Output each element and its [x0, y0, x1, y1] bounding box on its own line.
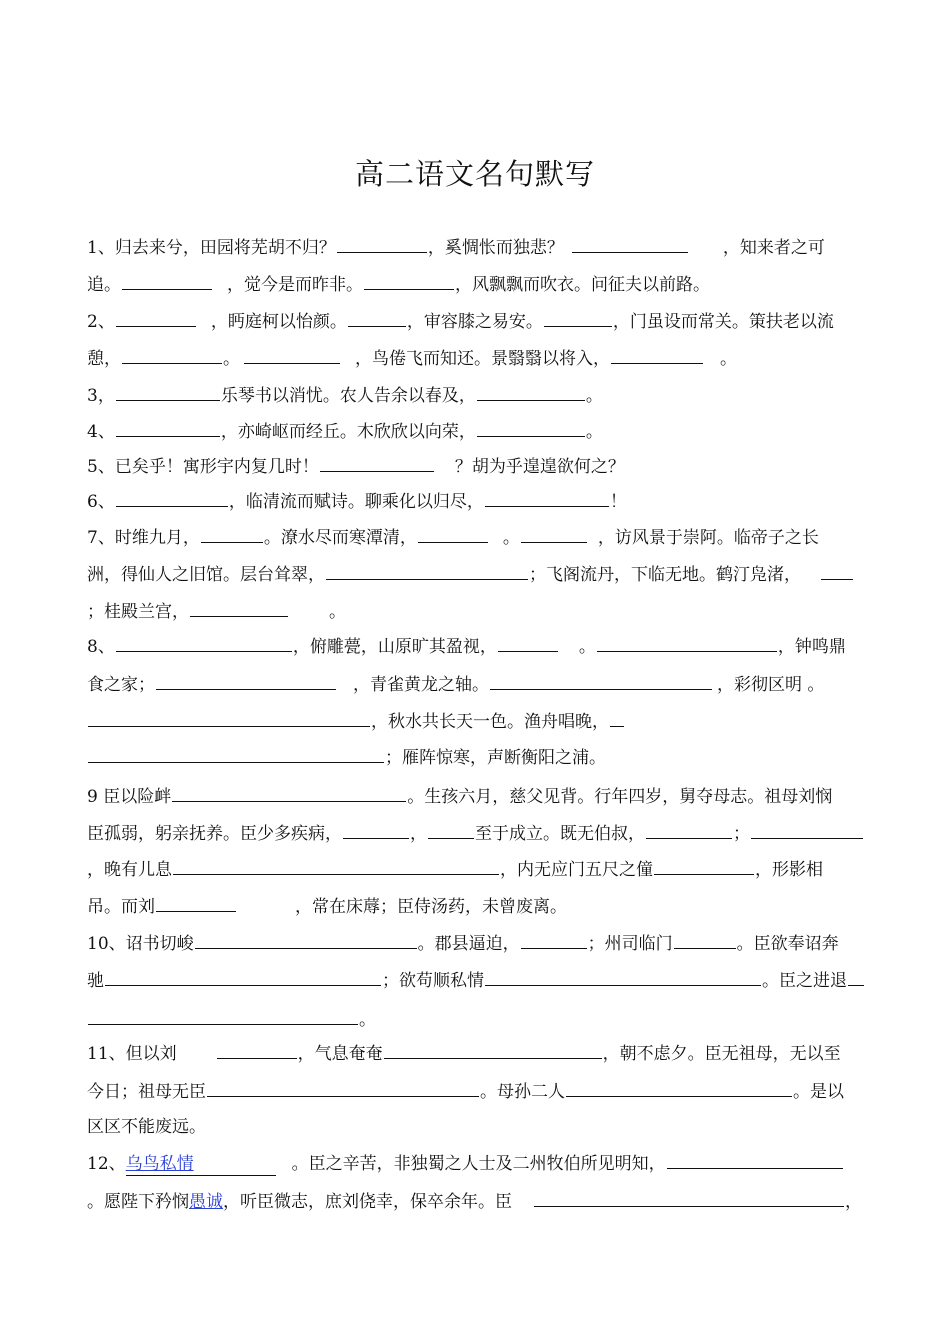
- text-line-17: 臣孤弱，躬亲抚养。臣少多疾病， ， 至于成立。既无伯叔， ；: [87, 822, 864, 845]
- text-line-9: 7、时维九月， 。潦水尽而寒潭清， 。 ，访风景于崇阿。临帝子之长: [87, 528, 819, 548]
- answer-blank[interactable]: [544, 310, 612, 327]
- text-line-24: 今日；祖母无臣 。母孙二人 。是以: [87, 1082, 844, 1102]
- answer-blank[interactable]: [156, 895, 236, 912]
- answer-blank[interactable]: [116, 490, 228, 507]
- answer-blank[interactable]: [88, 1008, 358, 1025]
- answer-blank[interactable]: [116, 635, 292, 652]
- answer-blank[interactable]: [156, 673, 336, 690]
- text-line-27: 。愿陛下矜悯愚诚，听臣微志，庶刘侥幸，保卒余年。臣 ，: [87, 1192, 862, 1212]
- text-line-4: 憩， 。 ，鸟倦飞而知还。景翳翳以将入， 。: [87, 349, 737, 369]
- text-line-6: 4、 ，亦崎岖而经丘。木欣欣以向荣， 。: [87, 422, 603, 442]
- answer-blank[interactable]: [485, 490, 609, 507]
- answer-blank[interactable]: [521, 526, 587, 543]
- answer-blank[interactable]: [477, 384, 585, 401]
- answer-blank[interactable]: [217, 1042, 297, 1059]
- text-line-10: 洲，得仙人之旧馆。层台耸翠， ；飞阁流丹，下临无地。鹤汀凫渚，: [87, 563, 854, 586]
- text-line-22: 。: [87, 1008, 376, 1031]
- answer-blank[interactable]: [116, 384, 220, 401]
- text-line-8: 6、 ，临清流而赋诗。聊乘化以归尽， ！: [87, 492, 627, 512]
- answer-blank[interactable]: [122, 273, 212, 290]
- answer-blank[interactable]: [201, 526, 263, 543]
- answer-blank[interactable]: [343, 822, 409, 839]
- text-line-16: 9 臣以险衅 。生孩六月，慈父见背。行年四岁，舅夺母志。祖母刘悯: [87, 787, 833, 807]
- answer-blank[interactable]: [105, 969, 381, 986]
- answer-blank[interactable]: [610, 710, 624, 727]
- text-line-25: 区区不能废远。: [87, 1117, 206, 1137]
- page-title: 高二语文名句默写: [354, 157, 595, 191]
- answer-blank[interactable]: [566, 1080, 792, 1097]
- answer-blank[interactable]: [172, 785, 406, 802]
- hyperlink[interactable]: 乌鸟私情: [125, 1154, 194, 1174]
- text-line-19: 吊。而刘 ，常在床蓐；臣侍汤药，未曾废离。: [87, 897, 567, 917]
- answer-blank[interactable]: [534, 1190, 844, 1207]
- answer-blank[interactable]: [337, 236, 427, 253]
- answer-blank[interactable]: [848, 969, 864, 986]
- text-line-12: 8、 ，俯雕甍，山原旷其盈视， 。 ，钟鸣鼎: [87, 637, 846, 657]
- answer-blank[interactable]: [173, 858, 499, 875]
- answer-blank[interactable]: [611, 347, 703, 364]
- answer-blank[interactable]: [88, 746, 384, 763]
- text-line-20: 10、诏书切峻 。郡县逼迫， ；州司临门 。臣欲奉诏奔: [87, 934, 839, 954]
- answer-blank[interactable]: [122, 347, 222, 364]
- answer-blank[interactable]: [674, 932, 736, 949]
- text-line-5: 3， 乐琴书以消忧。农人告余以春及， 。: [87, 386, 603, 406]
- answer-blank[interactable]: [384, 1042, 602, 1059]
- text-line-26: 12、乌鸟私情 。臣之辛苦，非独蜀之人士及二州牧伯所见明知，: [87, 1152, 844, 1176]
- answer-blank[interactable]: [572, 236, 688, 253]
- answer-blank[interactable]: [244, 347, 340, 364]
- answer-blank[interactable]: [428, 822, 474, 839]
- text-line-11: ；桂殿兰宫， 。: [87, 602, 346, 622]
- text-line-2: 追。 ，觉今是而昨非。 ，风飘飘而吹衣。问征夫以前路。: [87, 275, 710, 295]
- answer-blank[interactable]: [116, 420, 220, 437]
- answer-blank[interactable]: [490, 673, 712, 690]
- answer-blank[interactable]: [521, 932, 587, 949]
- text-line-23: 11、但以刘 ，气息奄奄 ，朝不虑夕。臣无祖母，无以至: [87, 1044, 841, 1064]
- text-line-3: 2、 ，眄庭柯以怡颜。 ，审容膝之易安。 ，门虽设而常关。策扶老以流: [87, 312, 834, 332]
- text-line-21: 驰 ；欲苟顺私情 。臣之进退: [87, 969, 865, 992]
- answer-blank[interactable]: [88, 710, 370, 727]
- answer-blank[interactable]: [485, 969, 761, 986]
- answer-blank[interactable]: [326, 563, 528, 580]
- answer-blank[interactable]: [348, 310, 406, 327]
- answer-blank[interactable]: [207, 1080, 479, 1097]
- text-line-13: 食之家； ，青雀黄龙之轴。 ，彩彻区明 。: [87, 675, 825, 695]
- text-line-18: ，晚有儿息 ，内无应门五尺之僮 ，形影相: [87, 860, 823, 880]
- text-line-7: 5、已矣乎！寓形宇内复几时！ ？胡为乎遑遑欲何之？: [87, 457, 625, 477]
- answer-blank[interactable]: [597, 635, 777, 652]
- answer-blank[interactable]: [418, 526, 488, 543]
- answer-blank[interactable]: [821, 563, 853, 580]
- text-line-1: 1、归去来兮，田园将芜胡不归？ ，奚惆怅而独悲？ ，知来者之可: [87, 238, 825, 258]
- answer-blank[interactable]: [126, 1153, 276, 1176]
- answer-blank[interactable]: [116, 310, 196, 327]
- answer-blank[interactable]: [751, 822, 863, 839]
- answer-blank[interactable]: [654, 858, 754, 875]
- hyperlink[interactable]: 愚诚: [189, 1192, 223, 1212]
- answer-blank[interactable]: [667, 1152, 843, 1169]
- answer-blank[interactable]: [190, 600, 288, 617]
- answer-blank[interactable]: [477, 420, 585, 437]
- answer-blank[interactable]: [646, 822, 732, 839]
- text-line-14: ，秋水共长天一色。渔舟唱晚，: [87, 710, 625, 733]
- answer-blank[interactable]: [320, 455, 434, 472]
- answer-blank[interactable]: [364, 273, 454, 290]
- text-line-15: ；雁阵惊寒，声断衡阳之浦。: [87, 746, 606, 769]
- answer-blank[interactable]: [498, 635, 558, 652]
- answer-blank[interactable]: [195, 932, 417, 949]
